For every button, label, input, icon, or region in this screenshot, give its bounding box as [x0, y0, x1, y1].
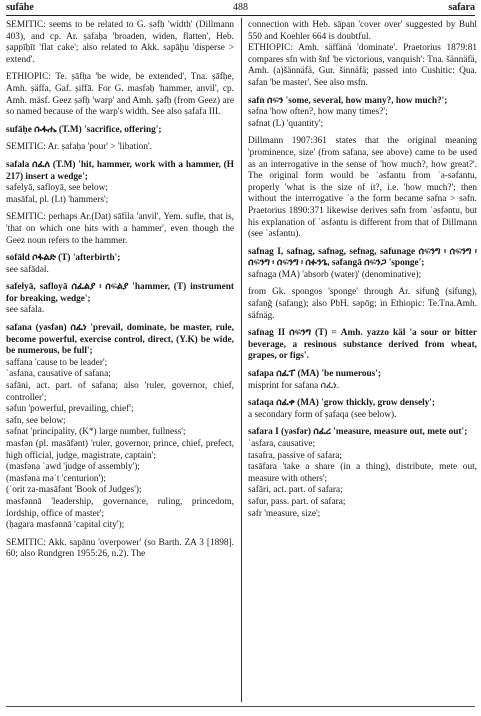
headword-safaqa: safaqa ሰፈቀ (MA) 'grow thickly, grow densely';: [248, 398, 435, 409]
entry-text: safāri, act. part. of safara;: [248, 485, 343, 496]
entry-text: safelyā, safloyā, see below;: [6, 183, 108, 194]
header-right-guideword: safara: [448, 2, 475, 13]
headword-safnag-1: safnag I, safnag, safnəg, sefnəg, safunage ሰፍንግ ፡ ሰፍንግ ፡ ሰፍንግ ፡ ሰፍንግ ፡ ሰፉንጌ, səfangā ሰፍንጋ 'sponge';: [248, 246, 477, 269]
entry-text: ʾasfara, causative;: [248, 439, 316, 449]
entry-text: səfna 'how often?, how many times?';: [248, 107, 388, 118]
left-column: [6, 20, 234, 561]
entry-text: saffana 'cause to be leader';: [6, 357, 108, 368]
entry-text: səfnat 'principality, (K*) large number, fullness';: [6, 427, 186, 438]
entry-text: misprint for safana ሰፈነ.: [248, 380, 340, 391]
entry-text: ʾasfana, causative of safana;: [6, 369, 111, 380]
entry-text: səfn, see below;: [6, 415, 66, 426]
entry-text: SEMITIC: seems to be related to G. ṣəfḥ 'width' (Dillmann 403), and cp. Ar. ṣafaḥa 'broaden, widen, flatten', Heb. ṣappīḥīt 'flat cake'; also related to Akk. sapāḫu 'disperse > extend'.: [6, 20, 234, 65]
headword-safala: safala ሰፈለ (T.M) 'hit, hammer, work with a hammer, (H 217) insert a wedge';: [6, 159, 234, 182]
header-left-guideword: sufāhe: [6, 2, 34, 13]
entry-text: a secondary form of ṣafaqa (see below).: [248, 409, 397, 420]
entry-text: see safala.: [6, 305, 45, 316]
entry-text: ETHIOPIC: Amh. säffänä 'dominate'. Praetorius 1879:81 compares sfn with šnf 'be victorious, vanquish': Tna. šännäfä, Amh. (a)šännäfä, Gur. šinnäfä; passed into Cushitic: Qua. safan 'be master'. See also msfn.: [248, 43, 477, 88]
running-header: [6, 2, 475, 16]
entry-text: safāni, act. part. of safana; also 'ruler, governor, chief, controller';: [6, 381, 234, 403]
entry-text: məsfənnā 'leadership, governance, ruling, princedom, lordship, office of master';: [6, 496, 234, 519]
entry-text: (ḥagara masfənnā 'capital city');: [6, 520, 125, 531]
headword-safnag-2: safnag II ሰፍንግ (T) = Amh. yazzo käl 'a sour or bitter beverage, a resinous substance derived from wheat, grapes, or figs'.: [248, 328, 477, 362]
entry-text: masāfal, pl. (Lt) 'hammers';: [6, 194, 109, 205]
entry-text: (ʾorit za-masāfənt 'Book of Judges');: [6, 485, 142, 496]
entry-text: səfur, pass. part. of safara;: [248, 496, 346, 507]
entry-text: ETHIOPIC: Te. ṣāfḥa 'be wide, be extended', Tna. ṣāfḥe, Amh. ṣäffa, Gaf. ṣiffā. For G. masfəḥ 'hammer, anvil', cp. Amh. mäsf. Geez ṣəfḥ 'warp' and Amh. ṣəfḥ (from Geez) are so named because of the warp's width. See also ṣafafa III.: [6, 72, 234, 118]
entry-text: tasāfara 'take a share (in a thing), distribute, mete out, measure with others';: [248, 462, 477, 484]
entry-text: SEMITIC: perhaps Ar.(Dat) sāfila 'anvil', Yem. sufle, that is, 'that on which one hits with a hammer', even though the Geez noun refers to the hammer.: [6, 212, 234, 246]
column-divider: [241, 18, 242, 702]
entry-text: from Gk. spongos 'sponge' through Ar. sifunğ (sifung), safanğ (safang); also PbH. sәpōg; in Ethiopic: Te.Tna.Amh. säfnäg.: [248, 287, 477, 321]
headword-safara-1: safara I (yəsfər) ሰፈረ 'measure, measure out, mete out';: [248, 427, 468, 438]
headword-safana: safana (yəsfən) ሰፈነ 'prevail, dominate, be master, rule, become powerful, exercise control, direct, (Y.K) be wide, be numerous, be full';: [6, 323, 234, 357]
header-rule: [6, 15, 475, 16]
headword-sufahe: sufāḥe ሱፋሔ (T.M) 'sacrifice, offering';: [6, 124, 162, 135]
entry-text: (masfəna məʾt 'centurion');: [6, 473, 106, 484]
entry-text: səfnat (L) 'quantity';: [248, 118, 324, 129]
entry-text: səfr 'measure, size';: [248, 508, 321, 519]
entry-text: Dillmann 1907:361 states that the original meaning 'prominence, size' (from safana, see above) came to be used as an interrogative in the sense of 'how much?, how great?'. The original form would be ʾəsfantu from ʾə-səfantu, properly 'what is the size of it?, i.e. 'how much?'; then without the interrogative ʾə the form became səfna > səfn. Praetorius 1890:371 likewise derives səfn from ʾəsfəntu, but his explanation of ʾəsfəntu is different from that of Dillmann (see ʾəsfəntu).: [248, 136, 477, 240]
entry-text: connection with Heb. sāpan 'cover over' suggested by Buhl 550 and Koehler 664 is doubtful.: [248, 20, 477, 42]
headword-sofald: sofāld ሶፋልድ (T) 'afterbirth';: [6, 253, 121, 264]
entry-text: səfun 'powerful, prevailing, chief';: [6, 404, 134, 415]
entry-text: safnaga (MA) 'absorb (water)' (denominative);: [248, 269, 422, 280]
entry-text: tasafra, passive of safara;: [248, 450, 342, 461]
entry-text: SEMITIC: Akk. sapānu 'overpower' (so Barth. ZA 3 [1898]. 60; also Rundgren 1955:26, n.2). The: [6, 537, 234, 560]
footer-rule: [6, 706, 475, 707]
page-number: 488: [233, 2, 248, 13]
entry-text: (masfəna ʿawd 'judge of assembly');: [6, 462, 140, 473]
headword-safn: safn ሰፍን 'some, several, how many?, how much?';: [248, 95, 448, 106]
headword-safelya: safelyā, safloyā ሰፈልያ ፡ ሰፍልያ 'hammer, (T) instrument for breaking, wedge';: [6, 282, 234, 304]
right-column: [248, 20, 477, 520]
entry-text: see safādəl.: [6, 264, 49, 275]
headword-safapa: safapa ሰፈፐ (MA) 'be numerous';: [248, 369, 381, 380]
entry-text: SEMITIC: Ar. ṣafaḥa 'pour' > 'libation'.: [6, 142, 152, 153]
entry-text: masfən (pl. masāfənt) 'ruler, governor, prince, chief, prefect, high official, judge, magistrate, captain';: [6, 439, 234, 461]
